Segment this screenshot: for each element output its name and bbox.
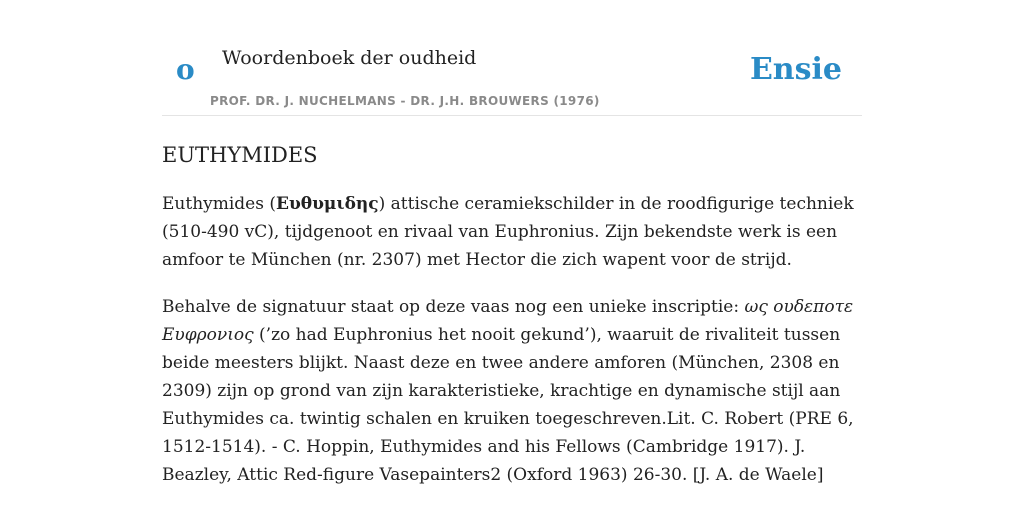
- paragraph-text: Euthymides (: [162, 194, 277, 214]
- article-paragraph: [162, 293, 862, 489]
- article: [162, 140, 862, 489]
- greek-inscription: ως ουδεποτε Ευφρονιος: [162, 297, 854, 345]
- paragraph-text: Behalve de signatuur staat op deze vaas nog een unieke inscriptie:: [162, 297, 745, 317]
- book-title[interactable]: Woordenboek der oudheid: [222, 47, 477, 69]
- greek-term: Ευθυμιδης: [276, 194, 379, 214]
- paragraph-text: (’zo had Euphronius het nooit gekund’), waaruit de rivaliteit tussen beide meesters blijkt. Naast deze en twee andere amforen (München, 2308 en 2309) zijn op grond van zijn karakteristieke, krachtige en dynamische stijl aan Euthymides ca. twintig schalen en kruiken toegeschreven.Lit. C. Robert (PRE 6, 1512-1514). - C. Hoppin, Euthymides and his Fellows (Cambridge 1917). J. Beazley, Attic Red-figure Vasepainters2 (Oxford 1963) 26-30. [J. A. de Waele]: [162, 325, 854, 485]
- site-logo[interactable]: Ensie: [749, 52, 842, 87]
- article-headword: EUTHYMIDES: [162, 143, 318, 167]
- paragraph-text: ) attische ceramiekschilder in de roodfigurige techniek (510-490 vC), tijdgenoot en rivaal van Euphronius. Zijn bekendste werk is een amfoor te München (nr. 2307) met Hector die zich wapent voor de strijd.: [162, 194, 854, 270]
- book-logo[interactable]: o: [176, 53, 195, 86]
- book-authors: PROF. DR. J. NUCHELMANS - DR. J.H. BROUWERS (1976): [210, 94, 600, 108]
- article-paragraph: [162, 190, 862, 274]
- header: [162, 36, 862, 116]
